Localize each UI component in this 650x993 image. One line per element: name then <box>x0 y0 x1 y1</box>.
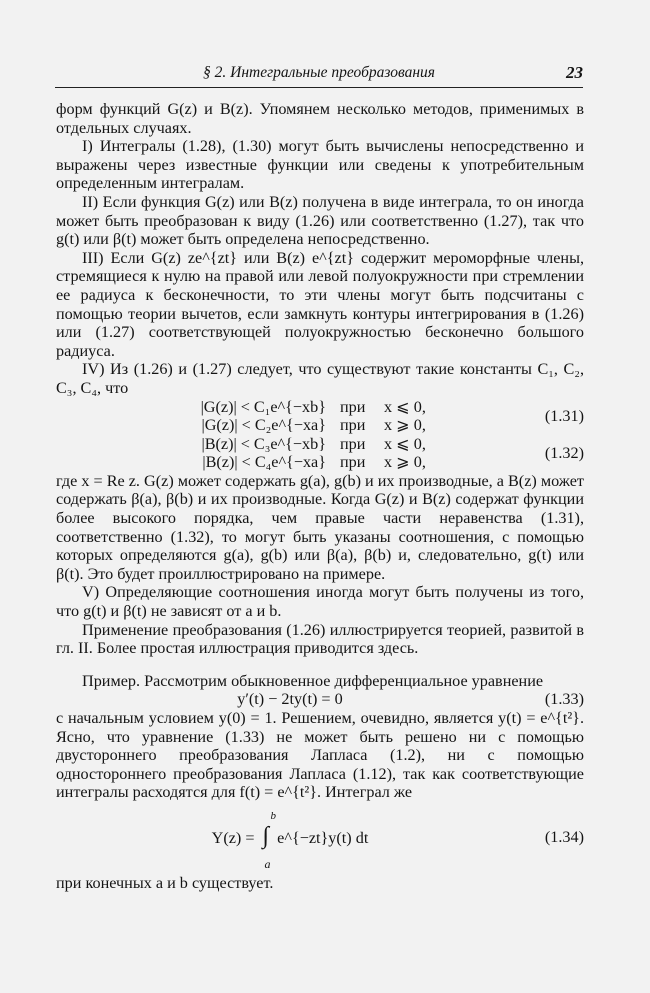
equation-number: (1.33) <box>544 690 584 709</box>
paragraph-method-2: II) Если функция G(z) или B(z) получена в виде интеграла, то он иногда может быть преобразован к виду (1.26) или соответственно (1.27), так что g(t) или β(t) может быть определена непосредственно. <box>56 192 584 249</box>
inequality-lhs: |B(z)| < C₄e^{−xa} <box>202 453 326 472</box>
inequality-lhs: |G(z)| < C₁e^{−xb} <box>200 397 326 416</box>
equation-number: (1.32) <box>544 443 584 462</box>
paragraph-intro: форм функций G(z) и B(z). Упомянем несколько методов, применимых в отдельных случаях. <box>56 100 584 137</box>
equation-1-34 <box>56 806 584 871</box>
inequality-row <box>56 416 524 435</box>
paragraph-method-3: III) Если G(z) ze^{zt} или B(z) e^{zt} содержит мероморфные члены, стремящиеся к нулю на правой или левой полуокружности при стремлении ее радиуса к бесконечности, то эти члены могут быть подсчитаны с помощью теории вычетов, если замкнуть контуры интегрирования в (1.26) или (1.27) соответствующей полуокружностью бесконечно большого радиуса. <box>56 248 584 360</box>
section-title: § 2. Интегральные преобразования <box>203 64 436 81</box>
integral-lower-limit: a <box>264 856 271 871</box>
paragraph-growth: где x = Re z. G(z) может содержать g(a), g(b) и их производные, а B(z) может содержать β(a), β(b) и их производные. Когда G(z) и B(z) содержат функции более высокого порядка, чем правые части неравенства (1.31), соответственно (1.32), то могут быть указаны соотношения, с помощью которых определяются g(a), g(b) или β(a), β(b) и, следовательно, g(t) или β(t). Это будет проиллюстрировано на примере. <box>56 471 584 583</box>
running-head <box>55 63 583 88</box>
inequality-condition: x ⩾ 0, <box>384 453 426 472</box>
integral-lhs: Y(z) = <box>211 828 255 847</box>
inequality-condition: x ⩽ 0, <box>384 434 426 453</box>
inequality-1-31 <box>56 398 584 435</box>
paragraph-example: Пример. Рассмотрим обыкновенное дифференциальное уравнение <box>82 671 544 690</box>
inequality-when: при <box>340 453 366 472</box>
paragraph-method-4: IV) Из (1.26) и (1.27) следует, что существуют такие константы C₁, C₂, C₃, C₄, что <box>56 360 584 397</box>
paragraph-method-5: V) Определяющие соотношения иногда могут быть получены из того, что g(t) и β(t) не зависят от a и b. <box>56 583 584 621</box>
equation-body: y′(t) − 2ty(t) = 0 <box>237 690 343 709</box>
paragraph-method-1: I) Интегралы (1.28), (1.30) могут быть вычислены непосредственно и выражены через известные функции или сведены к употребительным определенным интегралам. <box>56 137 584 193</box>
integral-upper-limit: b <box>270 809 277 822</box>
integral-sign: ∫ b a <box>263 827 270 846</box>
inequality-1-32 <box>56 435 584 472</box>
inequality-when: при <box>340 434 366 453</box>
paragraph-initial-condition: с начальным условием y(0) = 1. Решением, очевидно, является y(t) = e^{t²}. Ясно, что уравнение (1.33) не может быть решено ни с помощью двустороннего преобразования Лапласа (1.2), ни с помощью одностороннего преобразования Лапласа (1.12), так как соответствующие интегралы расходятся для f(t) = e^{t²}. Интеграл же <box>56 709 584 802</box>
equation-number: (1.31) <box>544 406 584 425</box>
equation-1-33 <box>56 690 584 709</box>
paragraph-closing: при конечных a и b существует. <box>56 873 274 892</box>
inequality-lhs: |G(z)| < C₂e^{−xa} <box>201 416 326 435</box>
inequality-lhs: |B(z)| < C₃e^{−xb} <box>201 434 326 453</box>
inequality-row <box>56 435 524 454</box>
inequality-condition: x ⩾ 0, <box>384 416 426 435</box>
inequality-row <box>56 453 524 472</box>
inequality-row <box>56 398 524 417</box>
integral-expression <box>56 809 524 871</box>
inequality-when: при <box>340 416 366 435</box>
body-text <box>56 100 584 893</box>
integrand: e^{−zt}y(t) dt <box>277 828 369 847</box>
inequality-when: при <box>340 397 366 416</box>
equation-number: (1.34) <box>544 827 584 846</box>
paragraph-application: Применение преобразования (1.26) иллюстрируется теорией, развитой в гл. II. Более простая иллюстрация приводится здесь. <box>56 620 584 658</box>
page-number: 23 <box>566 63 583 82</box>
inequality-condition: x ⩽ 0, <box>384 397 426 416</box>
